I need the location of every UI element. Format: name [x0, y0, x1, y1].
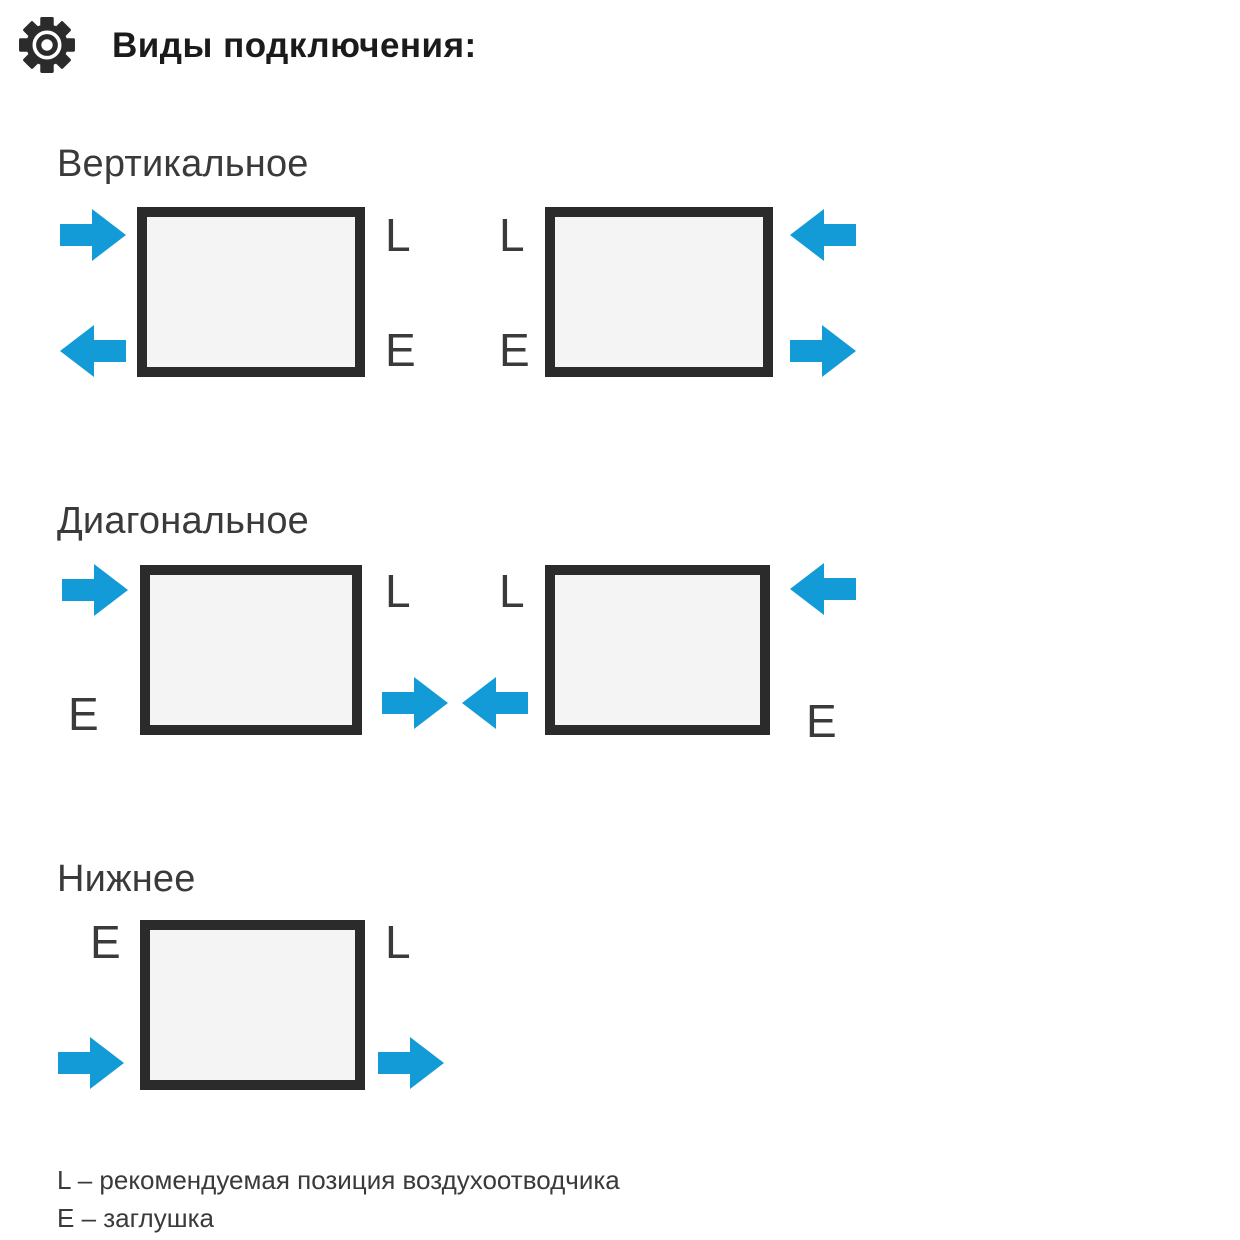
air-vent-label: L — [385, 565, 411, 617]
radiator-rect — [140, 920, 365, 1090]
section-title-vertical: Вертикальное — [57, 143, 309, 185]
flow-in-arrow-left-icon — [790, 209, 856, 261]
flow-in-arrow-right-icon — [58, 1037, 124, 1089]
flow-in-arrow-right-icon — [60, 209, 126, 261]
radiator-rect — [140, 565, 362, 735]
plug-label: E — [806, 695, 837, 747]
flow-out-arrow-right-icon — [382, 677, 448, 729]
air-vent-label: L — [385, 916, 411, 968]
air-vent-label: L — [499, 565, 525, 617]
plug-label: E — [385, 324, 416, 376]
section-title-bottom: Нижнее — [57, 858, 196, 900]
legend — [57, 1161, 620, 1237]
flow-out-arrow-left-icon — [60, 325, 126, 377]
air-vent-label: L — [385, 209, 411, 261]
flow-in-arrow-left-icon — [790, 563, 856, 615]
flow-out-arrow-left-icon — [462, 677, 528, 729]
radiator-rect — [545, 207, 773, 377]
legend-line-air-vent: L – рекомендуемая позиция воздухоотводчика — [57, 1165, 620, 1195]
gear-icon — [18, 16, 76, 74]
legend-line-plug: E – заглушка — [57, 1203, 214, 1233]
plug-label: E — [499, 324, 530, 376]
flow-in-arrow-right-icon — [62, 564, 128, 616]
plug-label: E — [90, 916, 121, 968]
page-title: Виды подключения: — [112, 26, 477, 65]
air-vent-label: L — [499, 209, 525, 261]
section-title-diagonal: Диагональное — [57, 500, 309, 542]
flow-out-arrow-right-icon — [378, 1037, 444, 1089]
flow-out-arrow-right-icon — [790, 325, 856, 377]
radiator-rect — [137, 207, 365, 377]
radiator-rect — [545, 565, 770, 735]
plug-label: E — [68, 688, 99, 740]
